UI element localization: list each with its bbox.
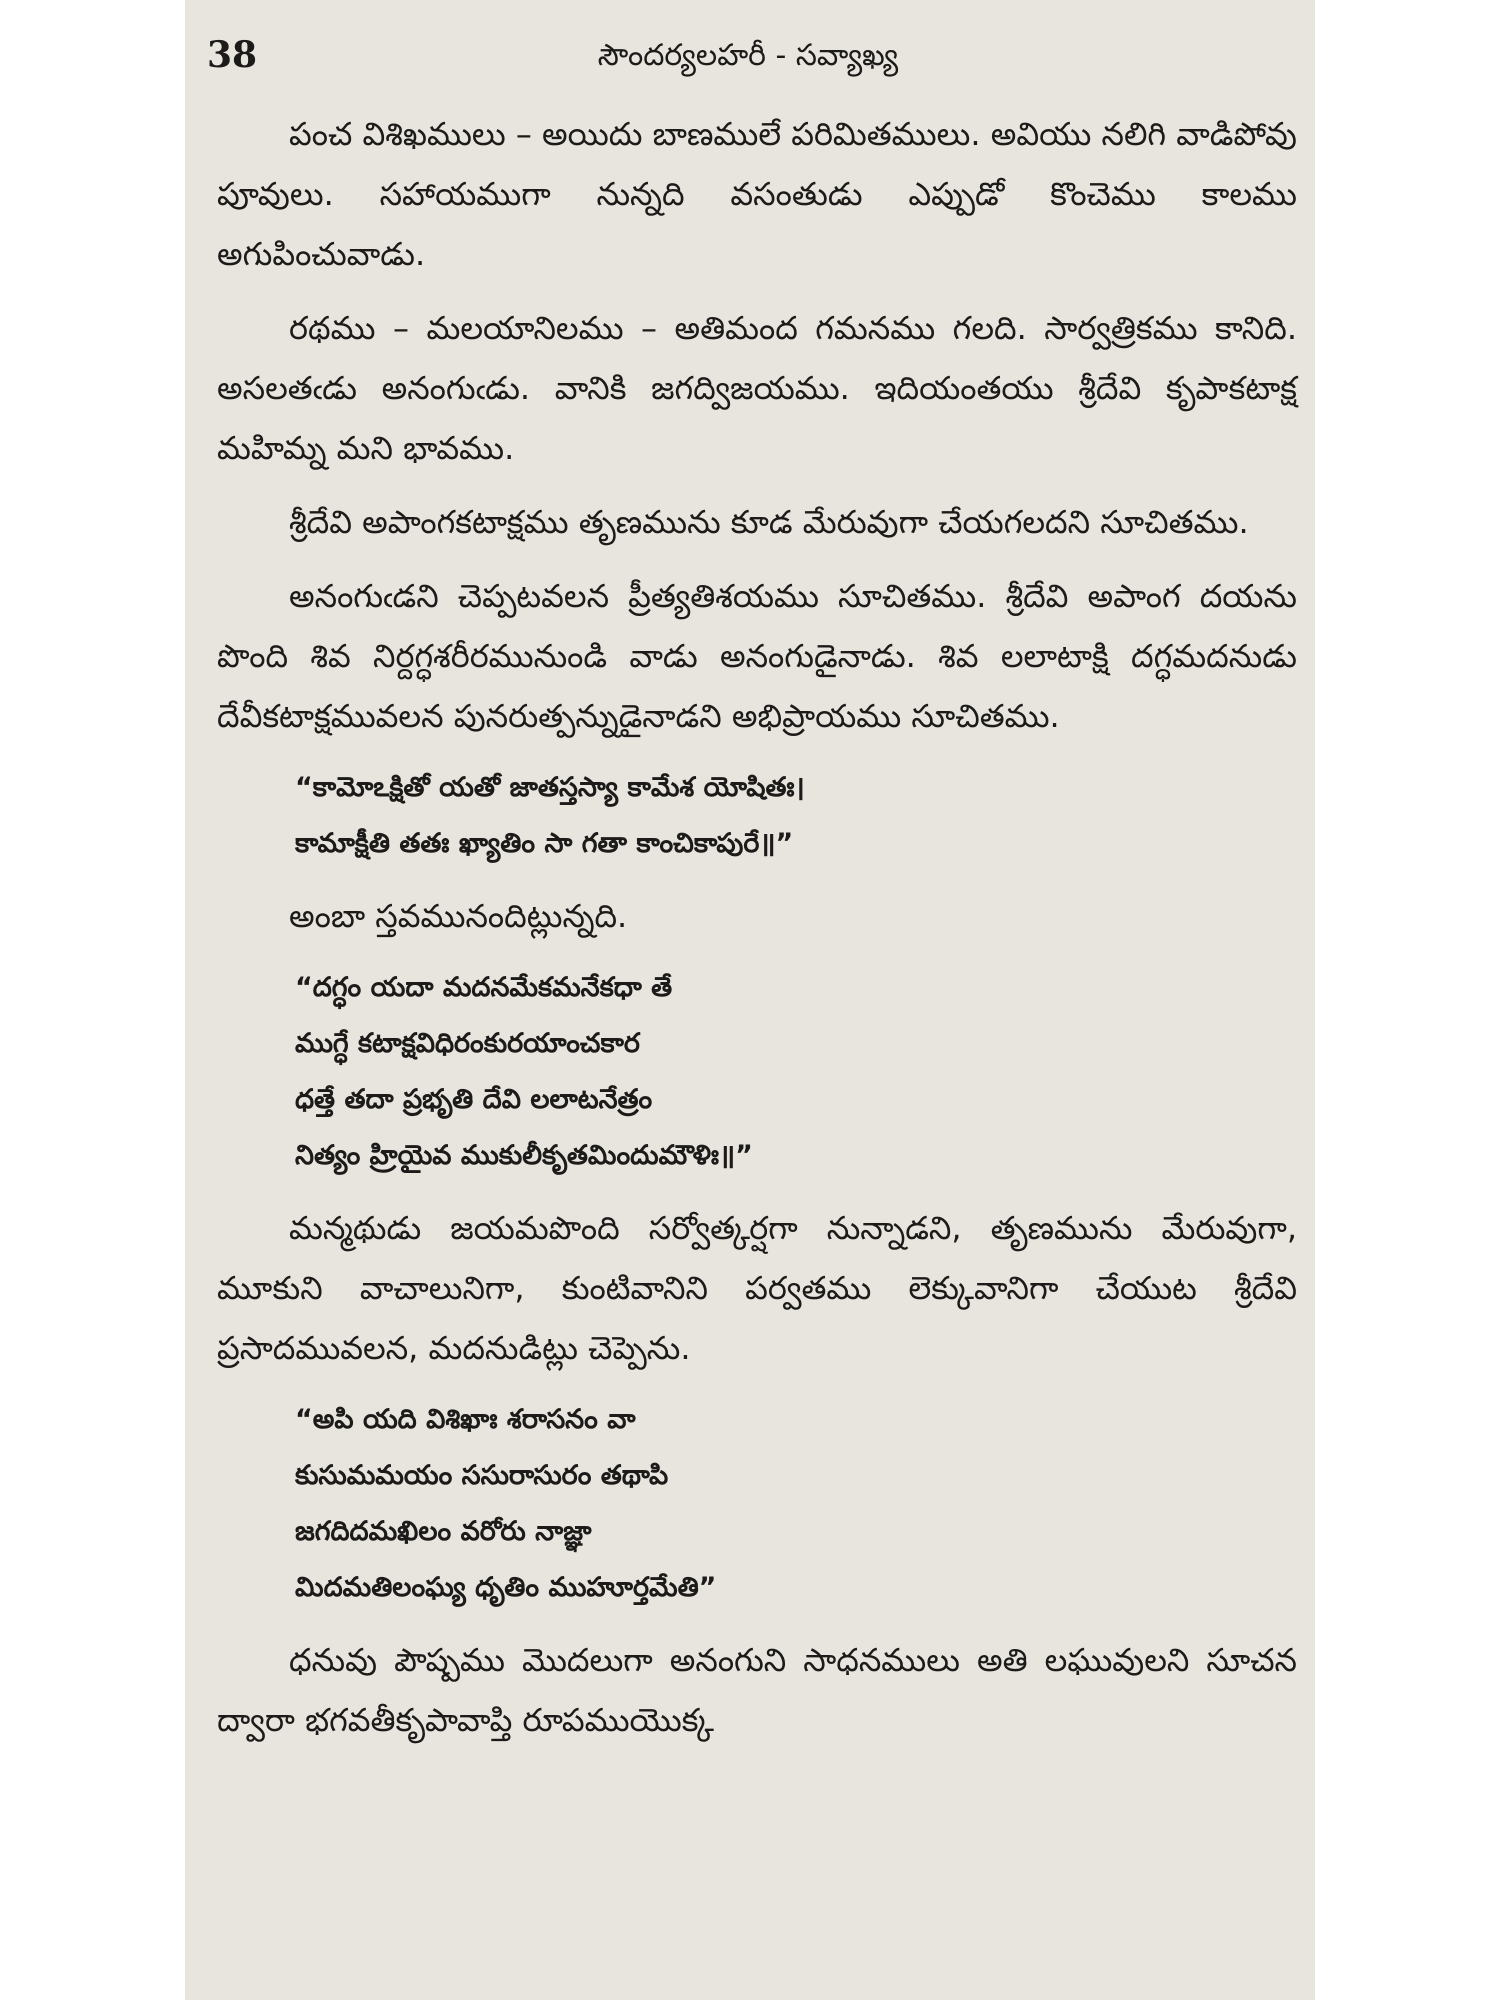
paragraph: ధనువు పౌష్పము మొదలుగా అనంగుని సాధనములు అతి లఘువులని సూచన ద్వారా భగవతీకృపావాప్తి రూపముయొక్క [217,1641,1297,1739]
paragraph: మన్మథుడు జయమపొంది సర్వోత్కర్షగా నున్నాడని, తృణమును మేరువుగా, మూకుని వాచాలునిగా, కుంటివానిని పర్వతము లెక్కువానిగా చేయుట శ్రీదేవి ప్రసాదమువలన, మదనుడిట్లు చెప్పెను. [217,1209,1297,1367]
page-body [199,104,1297,1750]
verse-line: “కామోఽక్షితో యతో జాతస్తస్యా కామేశ యోషితః। [295,772,805,803]
page-number: 38 [207,34,258,76]
verse-line: ధత్తే తదా ప్రభృతి దేవి లలాటనేత్రం [295,1084,653,1115]
sanskrit-verse [217,760,1297,872]
verse-line: మిదమతిలంఘ్య ధృతిం ముహూర్తమేతి” [295,1572,717,1603]
verse-line: “దగ్ధం యదా మదనమేకమనేకధా తే [295,972,673,1003]
verse-line: కామాక్షీతి తతః ఖ్యాతిం సా గతా కాంచికాపురే॥” [295,828,794,859]
page-header [199,28,1297,90]
paragraph: రథము – మలయానిలము – అతిమంద గమనము గలది. సార్వత్రికము కానిది. అసలతఁడు అనంగుఁడు. వానికి జగద్విజయము. ఇదియంతయు శ్రీదేవి కృపాకటాక్ష మహిమ్న మని భావము. [217,309,1297,467]
sanskrit-verse [217,960,1297,1184]
paragraph: శ్రీదేవి అపాంగకటాక్షము తృణమును కూడ మేరువుగా చేయగలదని సూచితము. [289,503,1249,541]
verse-line: జగదిదమఖిలం వరోరు నాజ్ఞా [295,1516,592,1547]
verse-line: ముగ్ధే కటాక్షవిధిరంకురయాంచకార [295,1028,640,1059]
paragraph: పంచ విశిఖములు – అయిదు బాణములే పరిమితములు. అవియు నలిగి వాడిపోవు పూవులు. సహాయముగా నున్నది వసంతుడు ఎప్పుడో కొంచెము కాలము అగుపించువాడు. [217,115,1297,273]
book-page [185,0,1315,2000]
verse-line: నిత్యం హ్రియైవ ముకులీకృతమిందుమౌళిః॥” [295,1140,753,1171]
verse-line: “అపి యది విశిఖాః శరాసనం వా [295,1404,636,1435]
paragraph: అంబా స్తవమునందిట్లున్నది. [289,897,628,935]
running-title: సౌందర్యలహరీ - సవ్యాఖ్య [597,38,899,73]
paragraph: అనంగుఁడని చెప్పటవలన ప్రీత్యతిశయము సూచితము. శ్రీదేవి అపాంగ దయను పొంది శివ నిర్దగ్ధశరీరమునుండి వాడు అనంగుడైనాడు. శివ లలాటాక్షి దగ్ధమదనుడు దేవీకటాక్షమువలన పునరుత్పన్నుడైనాడని అభిప్రాయము సూచితము. [217,577,1297,735]
sanskrit-verse [217,1392,1297,1616]
verse-line: కుసుమమయం ససురాసురం తథాపి [295,1460,669,1491]
